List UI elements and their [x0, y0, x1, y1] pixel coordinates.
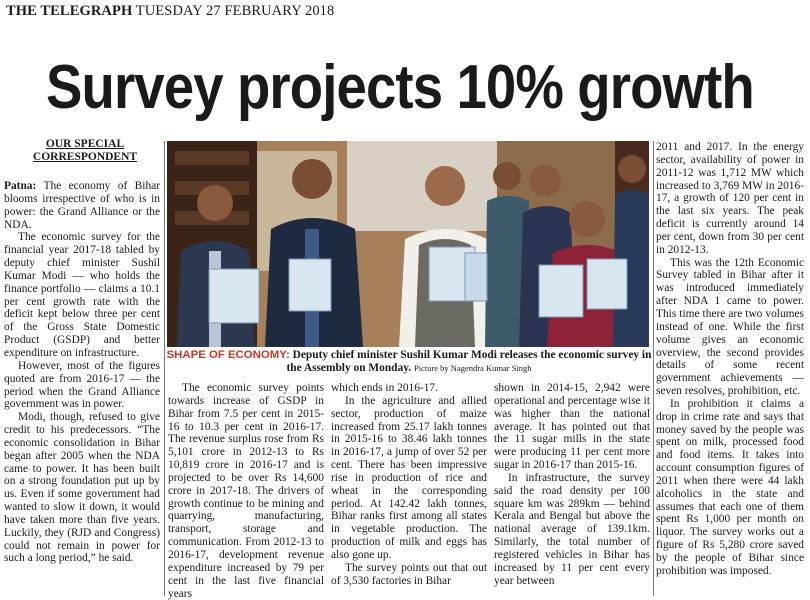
column-rule [653, 141, 654, 596]
photo-curtain [347, 141, 497, 231]
article-column-3 [331, 382, 487, 588]
article-column-1 [4, 180, 160, 565]
paragraph: However, most of the figures quoted are from 2016-17 — the period when the Grand Alliance government was in power. [4, 359, 160, 411]
dateline: Patna: [4, 180, 37, 192]
paragraph: In prohibition it claims a drop in crime rate and says that money saved by the people was spent on milk, processed food and food items. It takes into account consumption figures of 2011 when there were 44 lakh alcoholics in the state and assumes that each one of them spent Rs 1,000 per month on liquor. The survey works out a figure of Rs 5,280 crore saved by the people of Bihar since prohibition was imposed. [656, 397, 804, 577]
article-column-4 [494, 382, 650, 588]
column-rule [164, 141, 165, 596]
article-column-5 [656, 141, 804, 578]
caption-kicker: SHAPE OF ECONOMY: [166, 349, 290, 361]
paragraph: The survey points out that out of 3,530 factories in Bihar [331, 561, 487, 587]
paper-name: THE TELEGRAPH [6, 3, 133, 19]
article-column-2 [168, 382, 324, 600]
paragraph: Modi, though, refused to give credit to his predecessors. “The economic consolidation in Bihar began after 2005 when the NDA came to power. It has been built on a strong foundation put up by us. Even if some government had wanted to slow it down, it would have taken more than five years. Luckily, they (RJD and Congress) could not remain in power for such a long period,” he said. [4, 411, 160, 565]
paragraph: The economic survey for the financial year 2017-18 tabled by deputy chief minister Sushil Kumar Modi — who holds the finance portfolio — claims a 10.1 per cent growth rate with the deficit kept below three per cent of the Gross State Domestic Product (GSDP) and better expenditure on infrastructure. [4, 231, 160, 359]
photo-credit: Picture by Nagendra Kumar Singh [413, 362, 532, 373]
paragraph: 2011 and 2017. In the energy sector, availability of power in 2011-12 was 1,712 MW which increased to 3,769 MW in 2016-17, a growth of 120 per cent in the last six years. The peak deficit is currently around 14 per cent, down from 30 per cent in 2012-13. [656, 141, 804, 256]
byline-line-1: OUR SPECIAL [45, 138, 125, 150]
photo-caption [166, 349, 652, 374]
paragraph: This was the 12th Economic Survey tabled in Bihar after it was introduced immediately after NDA 1 came to power. This time there are two volumes instead of one. While the first volume gives an economic overview, the second provides details of some recent government achievements — seven resolves, prohibition, etc. [656, 256, 804, 398]
caption-text: Deputy chief minister Sushil Kumar Modi releases the economic survey in the Assembly on Monday. [286, 349, 652, 374]
lead-paragraph [4, 180, 160, 231]
paragraph: In infrastructure, the survey said the road density per 100 square km was 289km — behind Kerala and Bengal but above the national average of 139.1km. Similarly, the total number of registered vehicles in Bihar has increased by 11 per cent every year between [494, 471, 650, 587]
lead-text: The economy of Bihar blooms irrespective of who is in power: the Grand Alliance or the NDA. [4, 180, 160, 231]
issue-date: TUESDAY 27 FEBRUARY 2018 [135, 3, 335, 19]
headline: Survey projects 10% growth [46, 53, 754, 122]
paragraph: shown in 2014-15, 2,942 were operational and percentage wise it was higher than the national average. It has pointed out that the 11 sugar mills in the state were producing 11 per cent more sugar in 2016-17 than 2015-16. [494, 382, 650, 472]
paragraph: In the agriculture and allied sector, production of maize increased from 25.17 lakh tonnes in 2015-16 to 38.46 lakh tonnes in 2016-17, a jump of over 52 per cent. There has been impressive rise in production of rice and wheat in the corresponding period. At 142.42 lakh tonnes, Bihar ranks first among all states in vegetable production. The production of milk and eggs has also gone up. [331, 394, 487, 561]
paragraph: which ends in 2016-17. [331, 382, 438, 394]
byline [16, 138, 154, 164]
paragraph: The economic survey points towards increase of GSDP in Bihar from 7.5 per cent in 2015-16 to 10.3 per cent in 2016-17. The revenue surplus rose from Rs 5,101 crore in 2012-13 to Rs 10,819 crore in 2016-17 and is projected to be over Rs 14,600 crore in 2017-18. The drivers of growth continue to be mining and quarrying, manufacturing, transport, storage and communication. From 2012-13 to 2016-17, development revenue expenditure increased by 79 per cent in the last five financial years [168, 382, 324, 600]
byline-line-2: CORRESPONDENT [32, 151, 138, 163]
photo-illustration [167, 141, 649, 347]
news-photo [167, 141, 649, 347]
masthead [6, 3, 334, 20]
